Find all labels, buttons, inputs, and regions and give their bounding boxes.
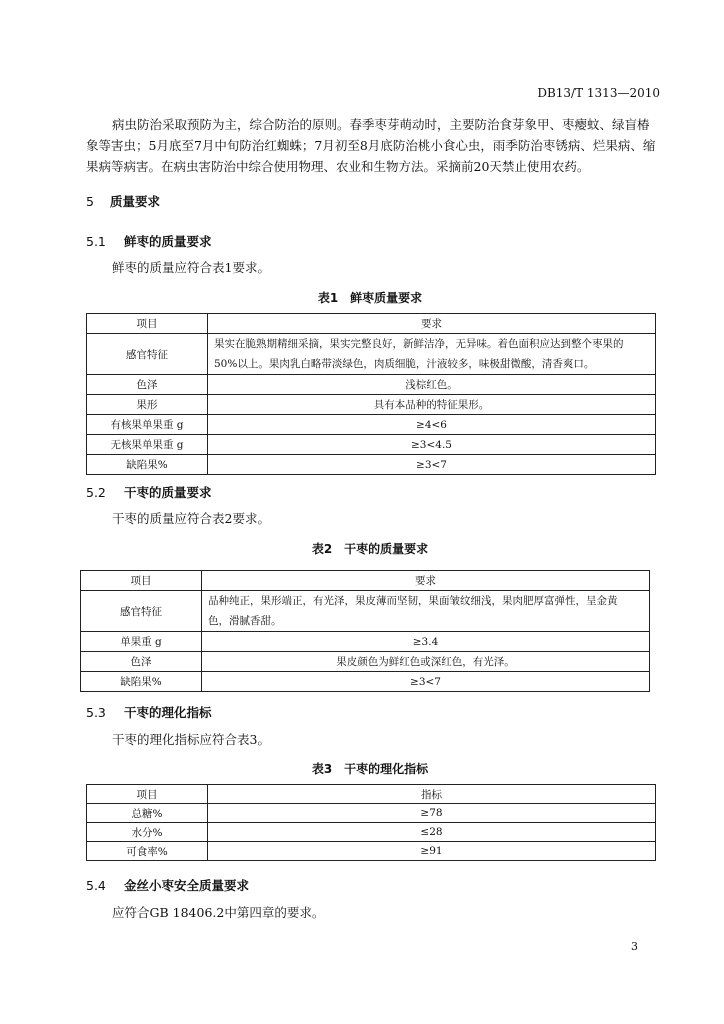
table-row bbox=[81, 591, 650, 632]
table-cell: 水分% bbox=[87, 823, 208, 842]
table-cell: 可食率% bbox=[87, 842, 208, 861]
table-cell: 色泽 bbox=[81, 652, 202, 672]
section-number: 5.1 bbox=[86, 234, 106, 249]
table-cell: 果皮颜色为鲜红色或深红色，有光泽。 bbox=[202, 652, 650, 672]
table-cell: 感官特征 bbox=[81, 591, 202, 632]
table-cell: 无核果单果重 g bbox=[87, 435, 208, 455]
table-header-cell: 项目 bbox=[87, 314, 208, 334]
table-row bbox=[87, 435, 656, 455]
intro-line: 果病等病害。在病虫害防治中综合使用物理、农业和生物方法。采摘前20天禁止使用农药。 bbox=[86, 159, 590, 174]
cell-line: 品种纯正，果形端正，有光泽，果皮薄而坚韧，果面皱纹细浅，果肉肥厚富弹性，呈金黄 bbox=[208, 595, 618, 607]
table-3-caption: 表3 干枣的理化指标 bbox=[311, 762, 429, 776]
table-header-cell: 项目 bbox=[87, 785, 208, 804]
cell-line: 果实在脆熟期精细采摘，果实完整良好，新鲜洁净，无异味。着色面积应达到整个枣果的 bbox=[214, 338, 624, 350]
table-3 bbox=[86, 784, 656, 861]
section-5-1-body: 鲜枣的质量应符合表1要求。 bbox=[112, 260, 270, 275]
table-row bbox=[81, 652, 650, 672]
table-row bbox=[81, 672, 650, 692]
section-5-2-body: 干枣的质量应符合表2要求。 bbox=[112, 511, 270, 526]
table-cell: 单果重 g bbox=[81, 632, 202, 652]
intro-line: 象等害虫；5月底至7月中旬防治红蜘蛛；7月初至8月底防治桃小食心虫，雨季防治枣锈病、烂果病、缩 bbox=[86, 138, 656, 153]
table-row bbox=[87, 314, 656, 334]
table-header-cell: 要求 bbox=[202, 571, 650, 591]
table-cell: 缺陷果% bbox=[81, 672, 202, 692]
table-cell: ≥3<4.5 bbox=[208, 435, 656, 455]
table-cell: 总糖% bbox=[87, 804, 208, 823]
section-5-4-heading bbox=[86, 876, 249, 894]
table-row bbox=[87, 455, 656, 475]
section-number: 5.4 bbox=[86, 878, 106, 893]
section-5-2-heading bbox=[86, 483, 212, 501]
table-2-caption: 表2 干枣的质量要求 bbox=[311, 542, 429, 556]
cell-line: 色，滑腻香甜。 bbox=[208, 615, 282, 627]
table-cell: 果形 bbox=[87, 395, 208, 415]
section-number: 5 bbox=[86, 194, 94, 209]
section-title: 质量要求 bbox=[110, 194, 161, 209]
table-header-cell: 指标 bbox=[208, 785, 656, 804]
table-cell: 有核果单果重 g bbox=[87, 415, 208, 435]
table-row bbox=[87, 334, 656, 375]
section-5-heading bbox=[86, 192, 160, 210]
table-cell bbox=[208, 334, 656, 375]
table-row bbox=[81, 571, 650, 591]
section-title: 干枣的理化指标 bbox=[124, 705, 212, 720]
section-5-1-heading bbox=[86, 232, 212, 250]
table-1-caption: 表1 鲜枣质量要求 bbox=[317, 291, 423, 305]
intro-line: 病虫防治采取预防为主，综合防治的原则。春季枣芽萌动时，主要防治食芽象甲、枣瘿蚊、绿盲椿 bbox=[112, 117, 650, 132]
table-header-cell: 项目 bbox=[81, 571, 202, 591]
table-row bbox=[81, 632, 650, 652]
section-title: 干枣的质量要求 bbox=[124, 485, 212, 500]
table-1 bbox=[86, 313, 656, 475]
document-code: DB13/T 1313—2010 bbox=[537, 86, 660, 100]
table-cell: ≥3.4 bbox=[202, 632, 650, 652]
table-cell: 缺陷果% bbox=[87, 455, 208, 475]
cell-line: 50%以上。果肉乳白略带淡绿色，肉质细脆，汁液较多，味极甜微酸，清香爽口。 bbox=[214, 358, 595, 370]
section-number: 5.2 bbox=[86, 485, 106, 500]
section-5-4-body: 应符合GB 18406.2中第四章的要求。 bbox=[112, 905, 325, 920]
table-row bbox=[87, 823, 656, 842]
section-title: 金丝小枣安全质量要求 bbox=[124, 878, 250, 893]
section-number: 5.3 bbox=[86, 705, 106, 720]
table-row bbox=[87, 842, 656, 861]
table-header-cell: 要求 bbox=[208, 314, 656, 334]
table-cell: ≥78 bbox=[208, 804, 656, 823]
table-row bbox=[87, 415, 656, 435]
table-cell: 浅棕红色。 bbox=[208, 375, 656, 395]
section-5-3-body: 干枣的理化指标应符合表3。 bbox=[112, 732, 270, 747]
table-cell: 具有本品种的特征果形。 bbox=[208, 395, 656, 415]
table-cell: ≤28 bbox=[208, 823, 656, 842]
table-cell: ≥3<7 bbox=[202, 672, 650, 692]
table-cell bbox=[202, 591, 650, 632]
table-row bbox=[87, 395, 656, 415]
table-row bbox=[87, 785, 656, 804]
page-number: 3 bbox=[631, 940, 638, 953]
table-row bbox=[87, 375, 656, 395]
table-2 bbox=[80, 570, 650, 692]
table-cell: ≥3<7 bbox=[208, 455, 656, 475]
table-cell: ≥91 bbox=[208, 842, 656, 861]
table-cell: 色泽 bbox=[87, 375, 208, 395]
table-cell: ≥4<6 bbox=[208, 415, 656, 435]
intro-paragraph bbox=[86, 114, 656, 177]
section-title: 鲜枣的质量要求 bbox=[124, 234, 212, 249]
table-row bbox=[87, 804, 656, 823]
section-5-3-heading bbox=[86, 703, 212, 721]
table-cell: 感官特征 bbox=[87, 334, 208, 375]
